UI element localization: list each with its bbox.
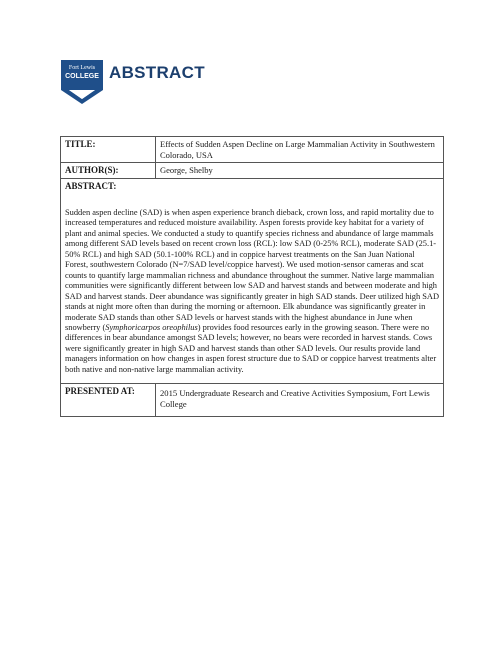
abstract-card	[60, 136, 444, 417]
presented-row	[61, 384, 443, 416]
title-value: Effects of Sudden Aspen Decline on Large Mammalian Activity in Southwestern Colorado, USA	[160, 139, 435, 160]
logo-line2: COLLEGE	[65, 73, 99, 80]
presented-label: PRESENTED AT:	[61, 384, 156, 416]
fort-lewis-college-logo	[61, 60, 103, 104]
page-title: ABSTRACT	[109, 63, 205, 82]
abstract-text-part2: ) provides food resources early in the growing season. There were no differences in bear abundance amongst SAD levels; however, no bears were recorded in harvest stands. Cows were significantly greater in high SAD and harvest stands than other SAD levels. Our results provide land managers information on how changes in aspen forest structure due to SAD or coppice harvest treatments alter both native and non-native large mammalian activity.	[65, 322, 437, 374]
abstract-text-part1: Sudden aspen decline (SAD) is when aspen experience branch dieback, crown loss, and rapid mortality due to increased temperatures and reduced moisture availability. Aspen forests provide key habitat for a variety of plant and animal species. We conducted a study to quantify species richness and abundance of large mammals among different SAD levels based on recent crown loss (RCL): low SAD (0-25% RCL), moderate SAD (25.1-50% RCL) and high SAD (50.1-100% RCL) and in coppice harvest treatments on the San Juan National Forest, southwestern Colorado (N=7/SAD level/coppice harvest). We used motion-sensor cameras and scat counts to quantify large mammalian richness and abundance throughout the summer. Native large mammalian communities were significantly different between low SAD and harvest stands and between moderate and high SAD and harvest stands. Deer abundance was significantly greater in high SAD stands. Deer utilized high SAD stands at night more often than during the morning or afternoon. Elk abundance was significantly greater in moderate SAD stands than other SAD levels or harvest stands with the highest abundance in June when snowberry (	[65, 208, 439, 332]
presented-value: 2015 Undergraduate Research and Creative Activities Symposium, Fort Lewis College	[160, 388, 430, 410]
species-name: Symphoricarpos oreophilus	[105, 322, 198, 332]
abstract-section	[61, 179, 443, 384]
title-row	[61, 137, 443, 163]
author-row	[61, 163, 443, 179]
logo-line1: Fort Lewis	[68, 65, 96, 71]
abstract-label: ABSTRACT:	[65, 181, 117, 191]
title-label: TITLE:	[61, 137, 156, 162]
mountain-peak-logo-icon	[61, 60, 103, 104]
author-label: AUTHOR(S):	[61, 163, 156, 178]
author-value: George, Shelby	[160, 165, 213, 175]
abstract-text	[65, 208, 439, 375]
